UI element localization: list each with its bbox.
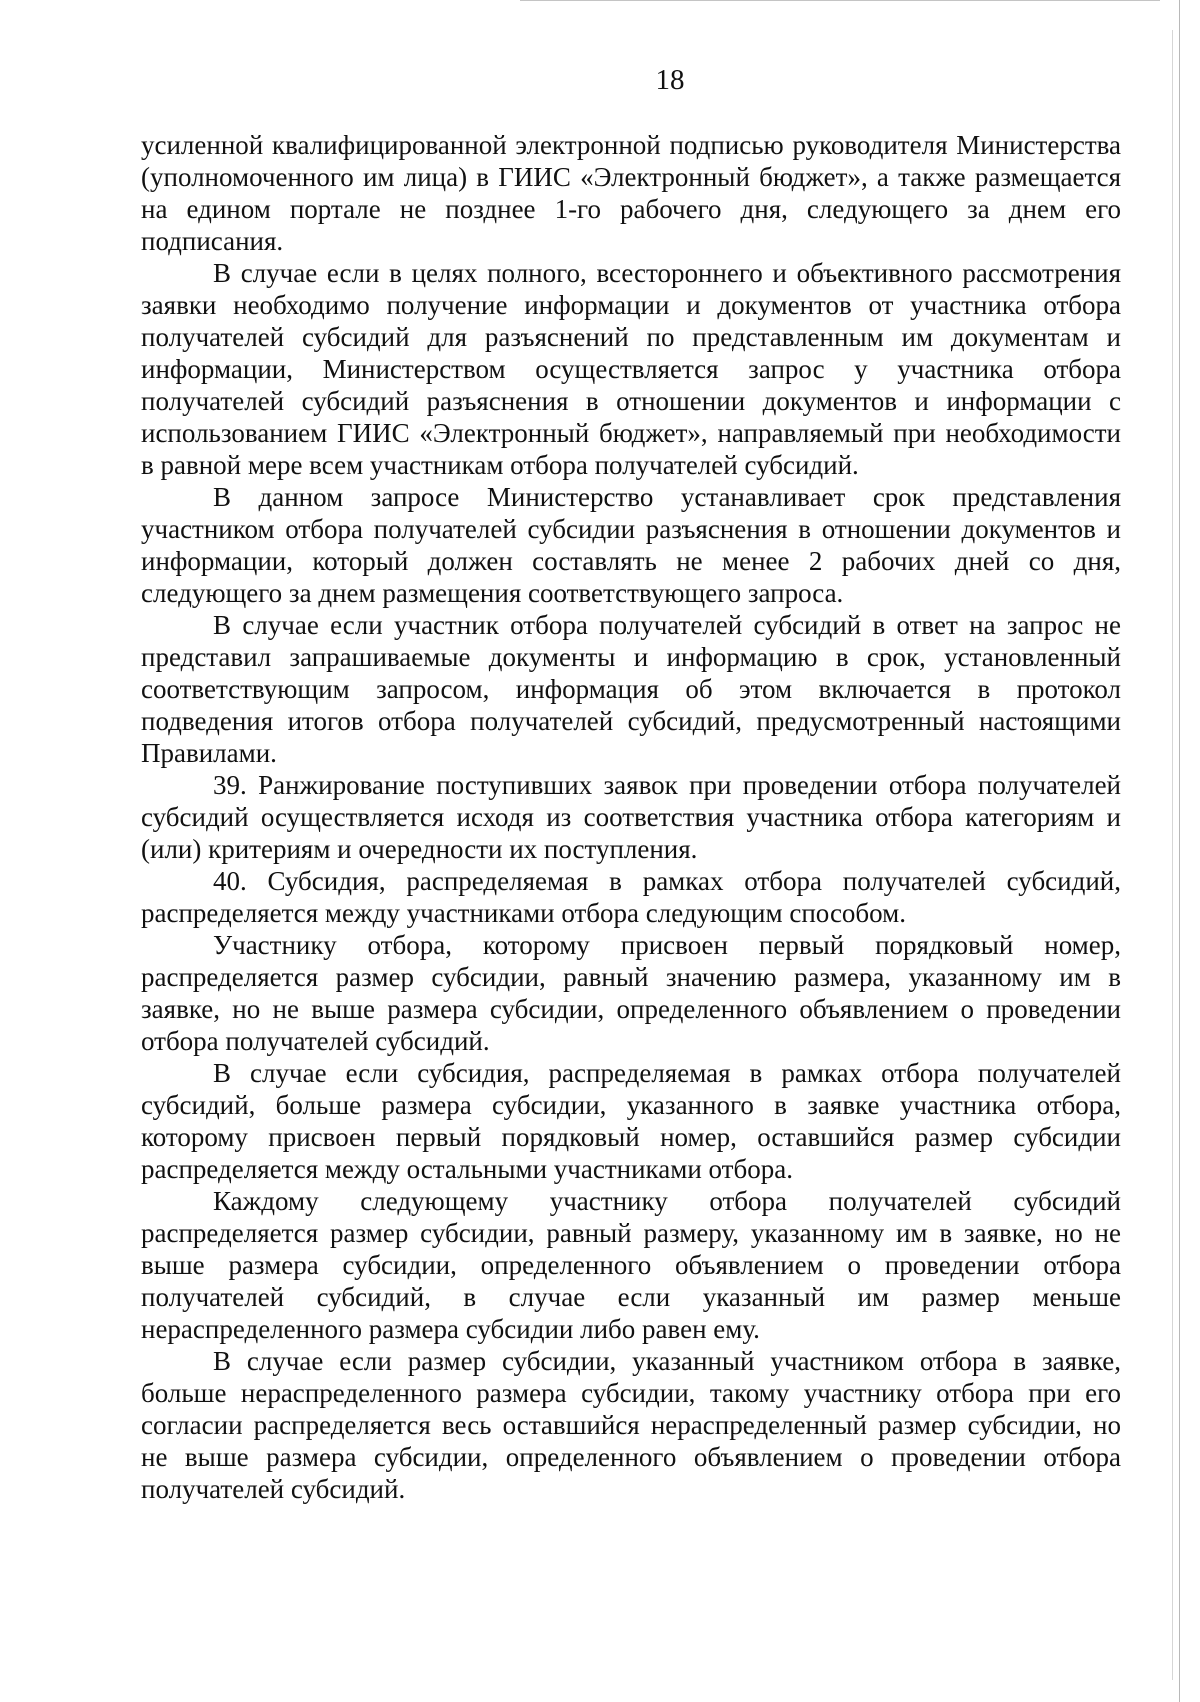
paragraph-continuation: усиленной квалифицированной электронной подписью руководителя Министерства (уполномоченного им лица) в ГИИС «Электронный бюджет», а также размещается на едином портале не позднее 1-го рабочего дня, следующего за днем его подписания. <box>141 130 1121 256</box>
document-body <box>141 129 1121 1505</box>
paragraph: В данном запросе Министерство устанавливает срок представления участником отбора получателей субсидии разъяснения в отношении документов и информации, который должен составлять не менее 2 рабочих дней со дня, следующего за днем размещения соответствующего запроса. <box>141 482 1121 608</box>
scan-edge-right-inner <box>1172 30 1173 1680</box>
paragraph-item-39: 39. Ранжирование поступивших заявок при проведении отбора получателей субсидий осуществляется исходя из соответствия участника отбора категориям и (или) критериям и очередности их поступления. <box>141 770 1121 864</box>
paragraph: В случае если участник отбора получателей субсидий в ответ на запрос не представил запрашиваемые документы и информацию в срок, установленный соответствующим запросом, информация об этом включается в протокол подведения итогов отбора получателей субсидий, предусмотренный настоящими Правилами. <box>141 610 1121 768</box>
scan-edge-right <box>1179 0 1180 1702</box>
paragraph: Участнику отбора, которому присвоен первый порядковый номер, распределяется размер субсидии, равный значению размера, указанному им в заявке, но не выше размера субсидии, определенного объявлением о проведении отбора получателей субсидий. <box>141 930 1121 1056</box>
scan-edge-top <box>520 0 1160 1</box>
paragraph: В случае если в целях полного, всестороннего и объективного рассмотрения заявки необходимо получение информации и документов от участника отбора получателей субсидий для разъяснений по представленным им документам и информации, Министерством осуществляется запрос у участника отбора получателей субсидий разъяснения в отношении документов и информации с использованием ГИИС «Электронный бюджет», направляемый при необходимости в равной мере всем участникам отбора получателей субсидий. <box>141 258 1121 480</box>
page-number: 18 <box>655 64 685 96</box>
paragraph: В случае если размер субсидии, указанный участником отбора в заявке, больше нераспределенного размера субсидии, такому участнику отбора при его согласии распределяется весь оставшийся нераспределенный размер субсидии, но не выше размера субсидии, определенного объявлением о проведении отбора получателей субсидий. <box>141 1346 1121 1504</box>
paragraph: В случае если субсидия, распределяемая в рамках отбора получателей субсидий, больше размера субсидии, указанного в заявке участника отбора, которому присвоен первый порядковый номер, оставшийся размер субсидии распределяется между остальными участниками отбора. <box>141 1058 1121 1184</box>
paragraph: Каждому следующему участнику отбора получателей субсидий распределяется размер субсидии, равный размеру, указанному им в заявке, но не выше размера субсидии, определенного объявлением о проведении отбора получателей субсидий, в случае если указанный им размер меньше нераспределенного размера субсидии либо равен ему. <box>141 1186 1121 1344</box>
paragraph-item-40: 40. Субсидия, распределяемая в рамках отбора получателей субсидий, распределяется между участниками отбора следующим способом. <box>141 866 1121 928</box>
